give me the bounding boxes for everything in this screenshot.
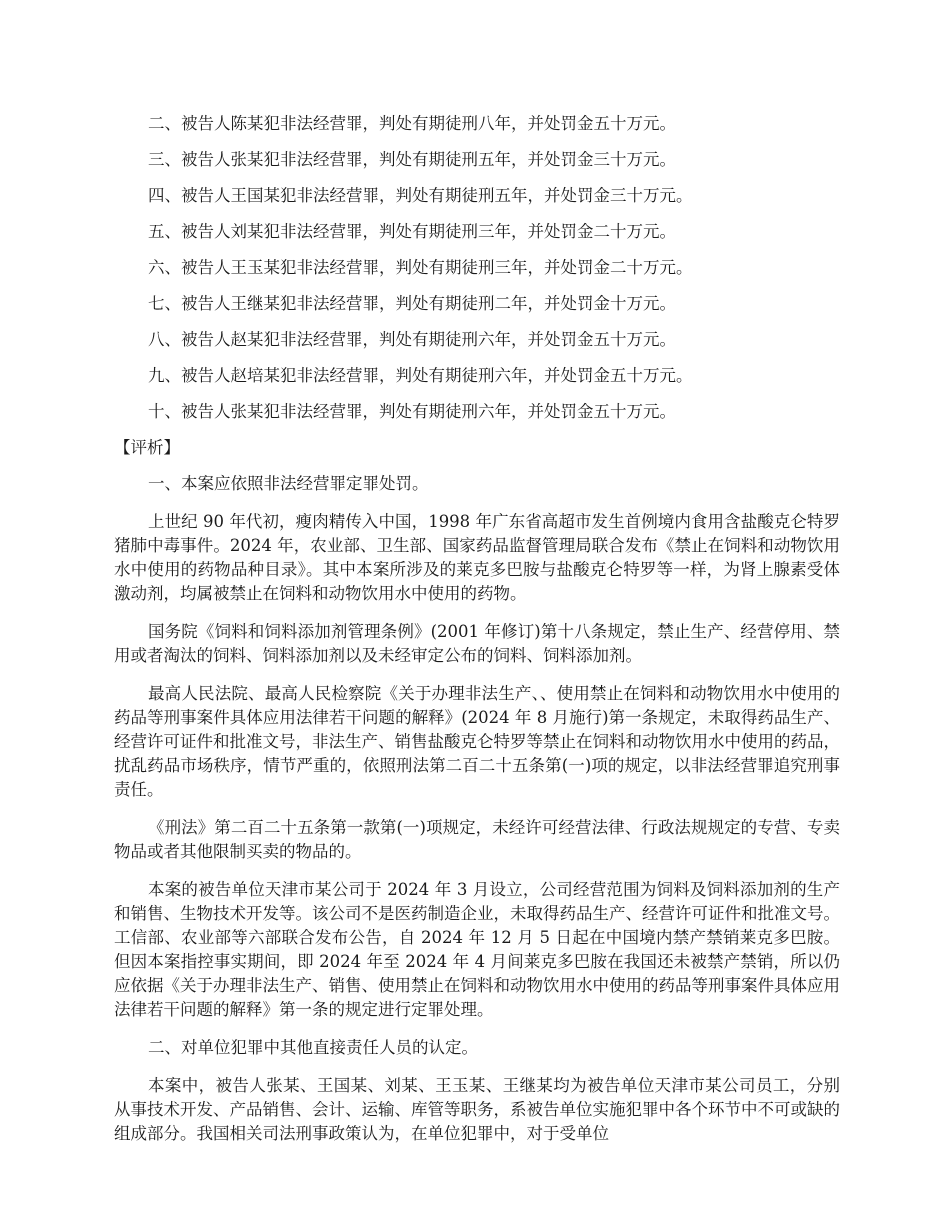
verdict-line: 五、被告人刘某犯非法经营罪，判处有期徒刑三年，并处罚金二十万元。 [148, 222, 676, 241]
verdict-line: 三、被告人张某犯非法经营罪，判处有期徒刑五年，并处罚金三十万元。 [148, 150, 676, 169]
verdict-line: 四、被告人王国某犯非法经营罪，判处有期徒刑五年，并处罚金三十万元。 [148, 186, 693, 205]
paragraph-regulation: 国务院《饲料和饲料添加剂管理条例》(2001 年修订)第十八条规定，禁止生产、经营停用、禁用或者淘汰的饲料、饲料添加剂以及未经审定公布的饲料、饲料添加剂。 [114, 622, 840, 665]
paragraph-background: 上世纪 90 年代初，瘦肉精传入中国，1998 年广东省高超市发生首例境内食用含盐酸克仑特罗猪肺中毒事件。2024 年，农业部、卫生部、国家药品监督管理局联合发布《禁止在饲料和动物饮用水中使用的药物品种目录》。其中本案所涉及的莱克多巴胺与盐酸克仑特罗等一样，为肾上腺素受体激动剂，均属被禁止在饲料和动物饮用水中使用的药物。 [114, 512, 840, 603]
analysis-heading: 【评析】 [114, 438, 180, 457]
paragraph-interpretation: 最高人民法院、最高人民检察院《关于办理非法生产、、使用禁止在饲料和动物饮用水中使用的药品等刑事案件具体应用法律若干问题的解释》(2024 年 8 月施行)第一条规定，未取得药品生产、经营许可证件和批准文号，非法生产、销售盐酸克仑特罗等禁止在饲料和动物饮用水中使用的药品，扰乱药品市场秩序，情节严重的，依照刑法第二百二十五条第(一)项的规定，以非法经营罪追究刑事责任。 [114, 684, 840, 799]
verdict-line: 八、被告人赵某犯非法经营罪，判处有期徒刑六年，并处罚金五十万元。 [148, 330, 676, 349]
verdict-line: 二、被告人陈某犯非法经营罪，判处有期徒刑八年，并处罚金五十万元。 [148, 114, 676, 133]
analysis-point-1: 一、本案应依照非法经营罪定罪处罚。 [148, 474, 429, 493]
paragraph-criminal-law: 《刑法》第二百二十五条第一款第(一)项规定，未经许可经营法律、行政法规规定的专营、专卖物品或者其他限制买卖的物品的。 [114, 818, 840, 861]
verdict-line: 十、被告人张某犯非法经营罪，判处有期徒刑六年，并处罚金五十万元。 [148, 402, 676, 421]
document-body [114, 112, 840, 1160]
paragraph-company: 本案的被告单位天津市某公司于 2024 年 3 月设立，公司经营范围为饲料及饲料添加剂的生产和销售、生物技术开发等。该公司不是医药制造企业，未取得药品生产、经营许可证件和批准文号。工信部、农业部等六部联合发布公告，自 2024 年 12 月 5 日起在中国境内禁产禁销莱克多巴胺。但因本案指控事实期间，即 2024 年至 2024 年 4 月间莱克多巴胺在我国还未被禁产禁销，所以仍应依据《关于办理非法生产、销售、使用禁止在饲料和动物饮用水中使用的药品等刑事案件具体应用法律若干问题的解释》第一条的规定进行定罪处理。 [114, 880, 840, 1019]
verdict-line: 七、被告人王继某犯非法经营罪，判处有期徒刑二年，并处罚金十万元。 [148, 294, 676, 313]
verdict-line: 九、被告人赵培某犯非法经营罪，判处有期徒刑六年，并处罚金五十万元。 [148, 366, 693, 385]
analysis-point-2: 二、对单位犯罪中其他直接责任人员的认定。 [148, 1038, 478, 1057]
verdict-line: 六、被告人王玉某犯非法经营罪，判处有期徒刑三年，并处罚金二十万元。 [148, 258, 693, 277]
paragraph-defendants: 本案中，被告人张某、王国某、刘某、王玉某、王继某均为被告单位天津市某公司员工，分别从事技术开发、产品销售、会计、运输、库管等职务，系被告单位实施犯罪中各个环节中不可或缺的组成部分。我国相关司法刑事政策认为，在单位犯罪中，对于受单位 [114, 1076, 840, 1143]
